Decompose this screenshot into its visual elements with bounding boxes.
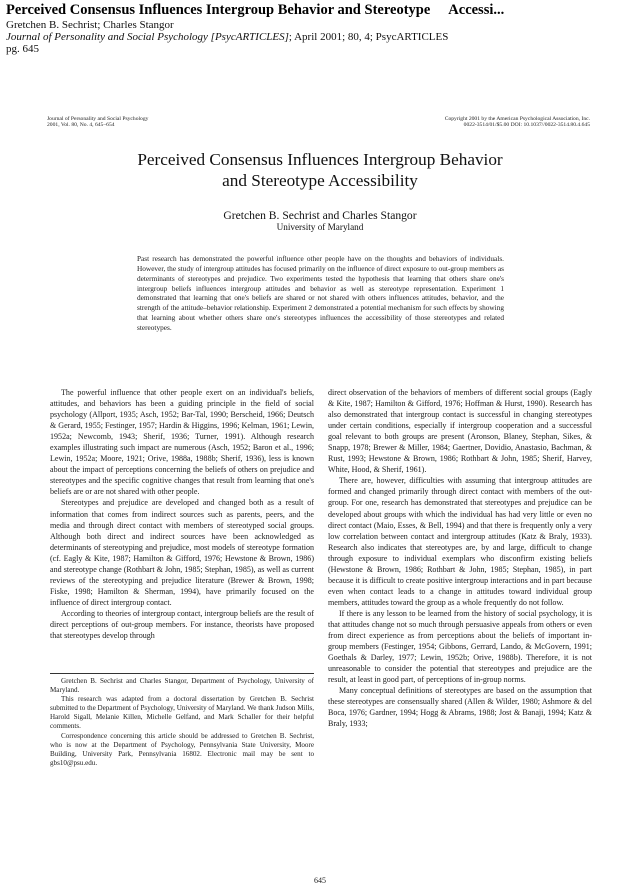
database-page-ref: pg. 645 [6,43,39,55]
paper-affiliation: University of Maryland [276,222,364,232]
body-paragraph: Many conceptual definitions of stereotypes are based on the assumption that these stereotypes are consensually shared (Allen & Wilder, 1980; Ashmore & del Boca, 1976; Gardner, 1994; Hogg & Abrams, 1988; Jost & Banaji, 1994; Katz & Braly, 1933; [328,686,592,729]
body-column-right [328,387,592,729]
body-paragraph: If there is any lesson to be learned from the history of social psychology, it is that attitudes change not so much through persuasive appeals from others or even from direct experience as from perceptions about the beliefs of important in-group members (Festinger, 1954; Gibbons, Gerrard, Lando, & McGovern, 1991; Goethals & Darley, 1977; Lewin, 1952b; Orive, 1988b). Therefore, it is not unreasonable to consider the potential that stereotypes and prejudice are the result, at least in good part, of perceptions of in-group norms. [328,608,592,685]
paper-title: Perceived Consensus Influences Intergroup Behavior and Stereotype Accessibility [137,150,503,190]
footnote-paragraph: This research was adapted from a doctoral dissertation by Gretchen B. Sechrist submitted to the Department of Psychology, University of Maryland. We thank Judson Mills, Harold Sigall, Melanie Killen, Michelle Gelfand, and Mark Schaller for their helpful comments. [50,695,314,731]
abstract: Past research has demonstrated the powerful influence other people have on the thoughts and behaviors of individuals. However, the study of intergroup attitudes has focused primarily on the influence of direct exposure to out-group members as determinants of stereotypes and prejudice. Two experiments tested the hypothesis that learning that others share one's intergroup beliefs influences intergroup attitudes and behavior as well as stereotype representation. Experiment 1 demonstrated that learning that one's beliefs are shared or not shared with others influences attitudes, behavior, and the strength of the attitude–behavior relationship. Experiment 2 demonstrated a potential mechanism for such effects by showing that learning about whether others share one's stereotypes influences the accessibility of those stereotypes and related stereotypes. [137,254,504,332]
truncated-title-tail: Accessi... [448,2,505,18]
database-article-title: Perceived Consensus Influences Intergroup Behavior and Stereotype Accessi... [6,2,505,18]
body-paragraph: There are, however, difficulties with assuming that intergroup attitudes are formed and changed primarily through direct contact with members of the out-group. For one, research has demonstrated that stereotypes and prejudice can be developed about groups with which the individual has had very little or even no direct contact (Maio, Esses, & Bell, 1994) and that there is frequently only a very low correlation between contact and intergroup attitudes (Katz & Braly, 1933). Research also indicates that stereotypes are, by and large, difficult to change through exposure to individual exemplars who disconfirm existing beliefs (Hewstone & Brown, 1986; Rothbart & John, 1985; Stephan, 1985), in part because it is difficult to create positive intergroup interactions and in part because even when contact leads to a change in attitudes toward individual group members, attitudes toward the group as a whole frequently do not follow. [328,476,592,607]
footnote-paragraph: Correspondence concerning this article should be addressed to Gretchen B. Sechrist, who is now at the Department of Psychology, Pennsylvania State University, Moore Building, University Park, Pennsylvania 16802. Electronic mail may be sent to gbs10@psu.edu. [50,731,314,767]
journal-citation: Journal of Personality and Social Psychology 2001, Vol. 80, No. 4, 645–654 [47,116,149,129]
page-number: 645 [314,876,326,885]
copyright-notice: Copyright 2001 by the American Psychological Association, Inc. 0022-3514/01/$5.00 DOI: 10.1037//0022-3514.80.4.645 [444,116,590,129]
database-journal-line: Journal of Personality and Social Psychology [PsycARTICLES]; April 2001; 80, 4; PsycARTICLES [6,31,449,43]
author-note [50,677,314,768]
body-paragraph: The powerful influence that other people exert on an individual's beliefs, attitudes, and behaviors has been a guiding principle in the field of social psychology (Allport, 1935; Asch, 1952; Bar-Tal, 1990; Berscheid, 1966; Deutsch & Gerard, 1955; Festinger, 1957; Hardin & Higgins, 1996; Kelman, 1961; Lewin, 1952a; Newcomb, 1943; Sherif, 1936; Turner, 1991). Although research examples illustrating such impact are numerous (Asch, 1952; Baron et al., 1996; Lewin, 1952a; Moore, 1921; Orive, 1988a, 1988b; Sherif, 1936), less is known about the impact of perceptions concerning the beliefs of others on prejudice and stereotypes and the specific cognitive changes that result from learning that one's beliefs are or are not shared with other people. [50,388,314,497]
paper-authors: Gretchen B. Sechrist and Charles Stangor [223,209,417,222]
footnote-divider [50,673,314,674]
body-paragraph: According to theories of intergroup contact, intergroup beliefs are the result of direct perceptions of out-group members. For instance, theorists have proposed that stereotypes develop through [50,608,314,641]
footnote-paragraph: Gretchen B. Sechrist and Charles Stangor, Department of Psychology, University of Maryland. [50,677,314,695]
database-authors: Gretchen B. Sechrist; Charles Stangor [6,19,174,31]
body-paragraph: direct observation of the behaviors of members of different social groups (Eagly & Kite, 1987; Hamilton & Gifford, 1976; Hoffman & Hurst, 1990). Research has also demonstrated that intergroup contact is successful in changing stereotypes under certain conditions, especially if intergroup cooperation and a successful goal relevant to both groups are present (Aronson, Blaney, Stephan, Sikes, & Snapp, 1978; Brewer & Miller, 1984; Gaertner, Dovidio, Anastasio, Bachman, & Rust, 1993; Hewstone & Brown, 1986; Rothbart & John, 1985; Sherif, Harvey, White, Hood, & Sherif, 1961). [328,388,592,475]
body-column-left [50,387,314,641]
body-paragraph: Stereotypes and prejudice are developed and changed both as a result of information that comes from indirect sources such as parents, peers, and the media and through direct contact with members of stereotyped social groups. Although both direct and indirect sources have been acknowledged as determinants of stereotyping and prejudice, most models of stereotype formation (cf. Eagly & Kite, 1987; Hamilton & Gifford, 1976; Hewstone & Brown, 1986) and stereotype change (Rothbart & John, 1985; Stephan, 1985), as well as current reviews of the stereotyping and prejudice literature (Brewer & Brown, 1998; Fiske, 1998; Hamilton & Sherman, 1994), have primarily focused on the influence of direct intergroup contact. [50,498,314,607]
